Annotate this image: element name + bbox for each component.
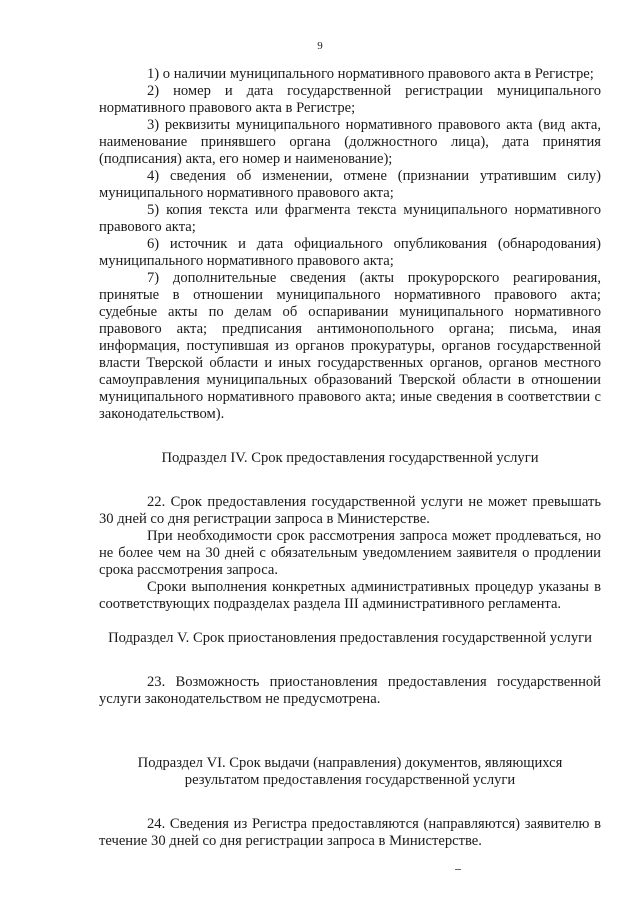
- subsection-6-heading-line-1: Подраздел VI. Срок выдачи (направления) документов, являющихся: [137, 755, 563, 771]
- page-number: 9: [317, 40, 323, 52]
- spacer: [99, 484, 601, 494]
- spacer: [99, 423, 601, 440]
- scan-mark: [455, 869, 461, 870]
- spacer: [99, 613, 601, 630]
- spacer: [99, 806, 601, 816]
- list-item-5: 5) копия текста или фрагмента текста муниципального нормативного правового акта;: [99, 202, 601, 235]
- list-item-6: 6) источник и дата официального опубликования (обнародования) муниципального нормативного правового акта;: [99, 236, 601, 269]
- paragraph-22-extension: При необходимости срок рассмотрения запроса может продлеваться, но не более чем на 30 дней с обязательным уведомлением заявителя о продлении срока рассмотрения запроса.: [99, 528, 601, 578]
- paragraph-24: 24. Сведения из Регистра предоставляются (направляются) заявителю в течение 30 дней со дня регистрации запроса в Министерстве.: [99, 816, 601, 849]
- subsection-4-heading: Подраздел IV. Срок предоставления государственной услуги: [161, 450, 539, 466]
- paragraph-22-procedures: Сроки выполнения конкретных административных процедур указаны в соответствующих подразделах раздела III административного регламента.: [99, 579, 601, 612]
- list-item-1: 1) о наличии муниципального нормативного правового акта в Регистре;: [147, 66, 594, 82]
- list-item-3: 3) реквизиты муниципального нормативного правового акта (вид акта, наименование принявшего органа (должностного лица), дата принятия (подписания) акта, его номер и наименование);: [99, 117, 601, 167]
- paragraph-23: 23. Возможность приостановления предоставления государственной услуги законодательством не предусмотрена.: [99, 674, 601, 707]
- document-body: [99, 66, 601, 850]
- subsection-6-heading-line-2: результатом предоставления государственной услуги: [184, 772, 516, 788]
- spacer: [99, 647, 601, 664]
- spacer: [99, 440, 601, 450]
- spacer: [99, 664, 601, 674]
- list-item-7: 7) дополнительные сведения (акты прокурорского реагирования, принятые в отношении муниципального нормативного правового акта; судебные акты по делам об оспаривании муниципального нормативного правового акта; предписания антимонопольного органа; письма, иная информация, поступившая из органов прокуратуры, органов государственной власти Тверской области и иных государственных органов, органов местного самоуправления муниципальных образований Тверской области в отношении муниципального нормативного правового акта; иные сведения в соответствии с законодательством).: [99, 270, 601, 422]
- subsection-5-heading: Подраздел V. Срок приостановления предоставления государственной услуги: [108, 630, 592, 646]
- list-item-4: 4) сведения об изменении, отмене (признании утратившим силу) муниципального нормативного правового акта;: [99, 168, 601, 201]
- list-item-2: 2) номер и дата государственной регистрации муниципального нормативного правового акта в Регистре;: [99, 83, 601, 116]
- spacer: [99, 708, 601, 745]
- spacer: [99, 467, 601, 484]
- spacer: [99, 745, 601, 755]
- spacer: [99, 789, 601, 806]
- paragraph-22: 22. Срок предоставления государственной услуги не может превышать 30 дней со дня регистрации запроса в Министерстве.: [99, 494, 601, 527]
